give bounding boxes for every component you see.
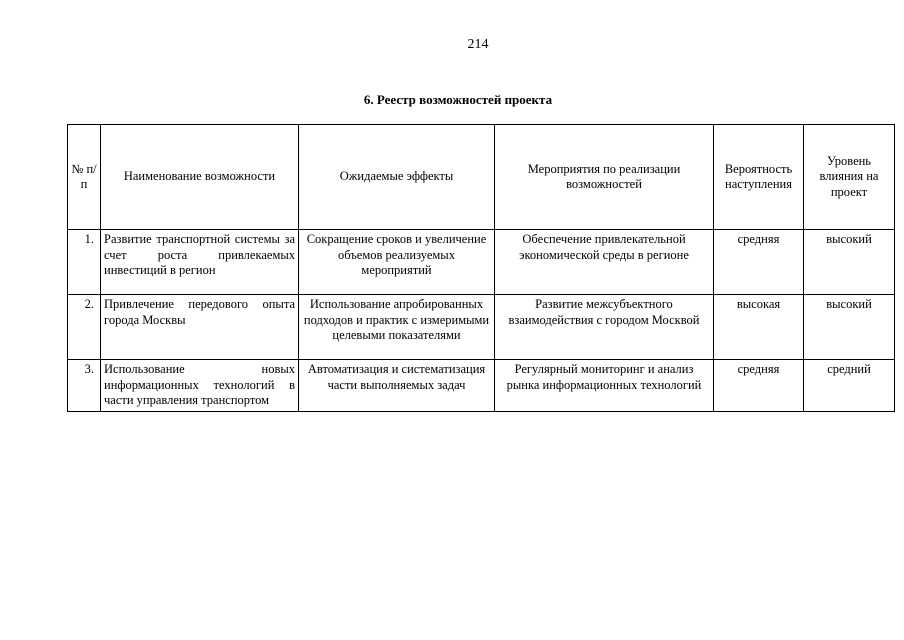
table-row xyxy=(68,230,895,295)
cell-probability: высокая xyxy=(714,295,804,360)
header-name: Наименование возможности xyxy=(101,125,299,230)
cell-effects: Сокращение сроков и увеличение объемов реализуемых мероприятий xyxy=(299,230,495,295)
section-title: 6. Реестр возможностей проекта xyxy=(363,92,553,107)
cell-probability: средняя xyxy=(714,230,804,295)
cell-effects: Автоматизация и систематизация части выполняемых задач xyxy=(299,360,495,412)
table-body xyxy=(68,230,895,412)
cell-name: Использование новых информационных технологий в части управления транспортом xyxy=(101,360,299,412)
cell-impact: высокий xyxy=(804,230,895,295)
table-row xyxy=(68,360,895,412)
header-row xyxy=(68,125,895,230)
cell-measures: Регулярный мониторинг и анализ рынка информационных технологий xyxy=(495,360,714,412)
opportunities-registry-table xyxy=(67,124,895,412)
header-num: № п/п xyxy=(68,125,101,230)
cell-probability: средняя xyxy=(714,360,804,412)
cell-num: 2. xyxy=(68,295,101,360)
page-number: 214 xyxy=(467,37,489,52)
header-measures: Мероприятия по реализации возможностей xyxy=(495,125,714,230)
cell-name: Развитие транспортной системы за счет роста привлекаемых инвестиций в регион xyxy=(101,230,299,295)
header-impact: Уровень влияния на проект xyxy=(804,125,895,230)
table-row xyxy=(68,295,895,360)
cell-measures: Обеспечение привлекательной экономической среды в регионе xyxy=(495,230,714,295)
cell-num: 1. xyxy=(68,230,101,295)
cell-name: Привлечение передового опыта города Москвы xyxy=(101,295,299,360)
cell-effects: Использование апробированных подходов и практик с измеримыми целевыми показателями xyxy=(299,295,495,360)
cell-num: 3. xyxy=(68,360,101,412)
header-effects: Ожидаемые эффекты xyxy=(299,125,495,230)
cell-impact: высокий xyxy=(804,295,895,360)
cell-measures: Развитие межсубъектного взаимодействия с городом Москвой xyxy=(495,295,714,360)
header-probability: Вероятность наступления xyxy=(714,125,804,230)
table-header xyxy=(68,125,895,230)
cell-impact: средний xyxy=(804,360,895,412)
